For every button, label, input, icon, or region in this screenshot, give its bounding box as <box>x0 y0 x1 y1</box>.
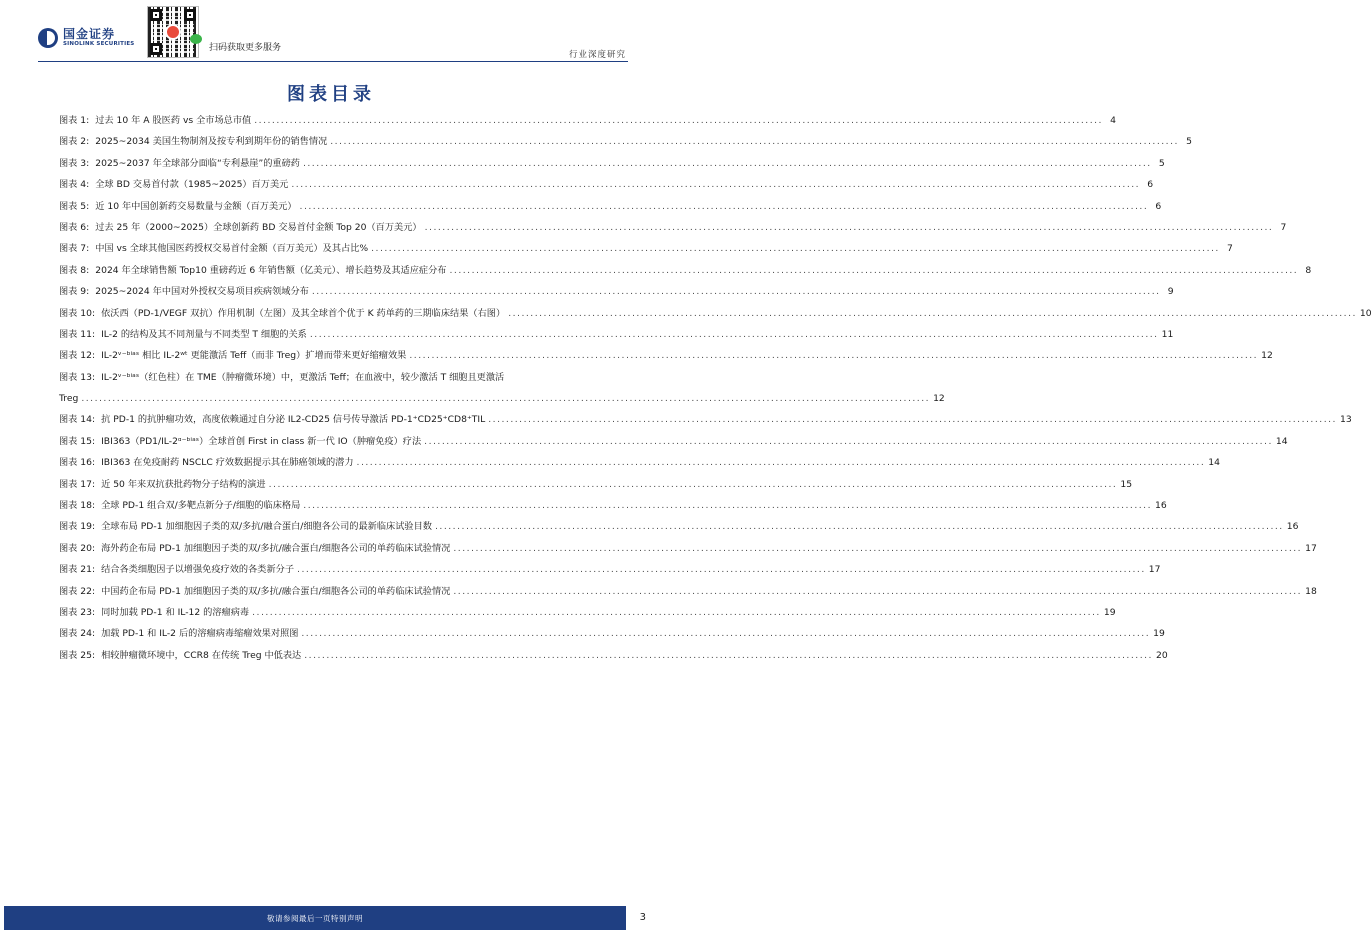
toc-leader-dots <box>312 285 1161 299</box>
toc-entry-page: 17 <box>1148 564 1161 576</box>
toc-entry-label: 图表 13: <box>59 371 96 383</box>
toc-entry-title: 加载 PD-1 和 IL-2 后的溶瘤病毒缩瘤效果对照图 <box>101 628 299 640</box>
toc-entry[interactable] <box>59 307 1372 328</box>
toc-entry-title: 同时加载 PD-1 和 IL-12 的溶瘤病毒 <box>101 607 250 618</box>
toc-entry[interactable] <box>59 157 1165 178</box>
toc-entry-label: 图表 2: <box>59 136 90 148</box>
toc-entry-page: 20 <box>1155 649 1168 661</box>
toc-leader-dots <box>81 392 930 413</box>
toc-entry-page: 6 <box>1147 179 1154 191</box>
toc-entry[interactable] <box>59 606 1116 627</box>
toc-entry-page: 7 <box>1280 221 1287 233</box>
toc-entry-title: 全球 BD 交易首付款（1985~2025）百万美元 <box>95 179 289 191</box>
toc-entry-title: 相较肿瘤微环境中，CCR8 在传统 Treg 中低表达 <box>101 649 302 661</box>
toc-entry-label: 图表 1: <box>59 115 90 126</box>
toc-entry[interactable] <box>59 242 1233 263</box>
page-header <box>0 0 662 62</box>
toc-entry-title-continued: Treg <box>59 393 79 405</box>
toc-entry[interactable] <box>59 221 1287 242</box>
brand-name-cn: 国金证券 <box>63 27 116 42</box>
toc-entry-label: 图表 4: <box>59 179 90 191</box>
toc-entry-title: 过去 25 年（2000~2025）全球创新药 BD 交易首付金额 Top 20（百万美元） <box>95 221 422 233</box>
toc-entry[interactable] <box>59 435 1288 456</box>
toc-entry-label: 图表 22: <box>59 585 96 597</box>
toc-leader-dots <box>303 157 1152 171</box>
toc-entry-label: 图表 25: <box>59 649 96 661</box>
toc-entry[interactable] <box>59 585 1317 606</box>
toc-entry-label: 图表 3: <box>59 157 90 169</box>
toc-entry[interactable] <box>59 200 1162 221</box>
toc-entry-page: 17 <box>1305 542 1317 554</box>
brand-logo <box>38 28 134 48</box>
toc-leader-dots <box>310 328 1159 342</box>
toc-entry-label: 图表 8: <box>59 264 90 276</box>
toc-entry-title: IBI363（PD1/IL-2ᵅ⁻ᵇⁱᵃˢ）全球首创 First in class 新一代 IO（肿瘤免疫）疗法 <box>101 435 422 447</box>
toc-entry-page: 6 <box>1155 200 1162 212</box>
toc-entry-title: IL-2ᵛ⁻ᵇⁱᵃˢ（红色柱）在 TME（肿瘤微环境）中，更激活 Teff；在血液中，较少激活 T 细胞且更激活 <box>101 371 505 383</box>
toc-leader-dots <box>301 627 1150 641</box>
toc-entry-title: 全球 PD-1 组合双/多靶点新分子/细胞的临床格局 <box>101 500 301 512</box>
toc-entry-title: 2025~2034 美国生物制剂及按专利到期年份的销售情况 <box>95 136 328 148</box>
toc-entry-page: 15 <box>1120 478 1133 490</box>
toc-entry-page: 11 <box>1161 328 1174 340</box>
toc-entry-page: 9 <box>1167 286 1174 298</box>
page-number: 3 <box>639 912 646 923</box>
toc-leader-dots <box>453 585 1302 599</box>
brand-name-en: SINOLINK SECURITIES <box>63 41 135 48</box>
toc-entry-label: 图表 16: <box>59 457 96 469</box>
toc-entry[interactable] <box>59 627 1165 648</box>
toc-leader-dots <box>425 221 1274 235</box>
toc-leader-dots <box>371 242 1220 256</box>
toc-leader-dots <box>254 114 1103 128</box>
toc-leader-dots <box>449 264 1298 278</box>
toc-entry-page: 8 <box>1305 264 1312 276</box>
toc-entry-title: IL-2ᵛ⁻ᵇⁱᵃˢ 相比 IL-2ʷᵗ 更能激活 Teff（而非 Treg）扩增而带来更好缩瘤效果 <box>101 350 407 362</box>
toc-entry-page: 4 <box>1110 115 1116 126</box>
toc-leader-dots <box>488 413 1337 427</box>
toc-entry-page: 5 <box>1158 157 1165 169</box>
toc-title: 图表目录 <box>287 84 375 105</box>
qr-code-icon[interactable] <box>147 6 199 58</box>
toc-entry-page: 5 <box>1186 136 1192 148</box>
toc-entry-label: 图表 18: <box>59 500 96 512</box>
toc-entry-label: 图表 7: <box>59 243 90 255</box>
toc-entry-title: 2025~2037 年全球部分面临“专利悬崖”的重磅药 <box>95 157 300 169</box>
toc-entry[interactable] <box>59 563 1161 584</box>
toc-entry-title: 抗 PD-1 的抗肿瘤功效，高度依赖通过自分泌 IL2-CD25 信号传导激活 PD-1⁺CD25⁺CD8⁺TIL <box>101 414 486 426</box>
table-of-figures <box>59 114 1372 670</box>
toc-entry-title: 过去 10 年 A 股医药 vs 全市场总市值 <box>95 115 252 126</box>
toc-entry-label: 图表 17: <box>59 478 96 490</box>
toc-entry-label: 图表 9: <box>59 286 90 298</box>
toc-entry[interactable] <box>59 413 1352 434</box>
toc-leader-dots <box>297 563 1146 577</box>
toc-entry[interactable] <box>59 178 1154 199</box>
toc-entry-page: 12 <box>1261 350 1273 362</box>
toc-entry-page: 14 <box>1208 457 1220 469</box>
toc-entry-label: 图表 24: <box>59 628 96 640</box>
toc-entry-label: 图表 10: <box>59 307 96 319</box>
footer-disclaimer-note: 敬请参阅最后一页特别声明 <box>267 914 363 923</box>
toc-entry-page: 10 <box>1359 307 1372 319</box>
toc-entry-title: 依沃西（PD-1/VEGF 双抗）作用机制（左图）及其全球首个优于 K 药单药的三期临床结果（右图） <box>101 307 506 319</box>
toc-entry-label: 图表 5: <box>59 200 90 212</box>
toc-entry[interactable] <box>59 456 1220 477</box>
toc-entry[interactable] <box>59 371 945 414</box>
toc-entry-label: 图表 20: <box>59 542 96 554</box>
toc-entry-page: 12 <box>933 393 945 405</box>
toc-entry-page: 16 <box>1286 521 1299 533</box>
toc-entry-page: 16 <box>1155 500 1167 512</box>
toc-entry-page: 7 <box>1226 243 1233 255</box>
toc-entry-label: 图表 23: <box>59 607 96 618</box>
toc-entry[interactable] <box>59 328 1174 349</box>
toc-entry-label: 图表 11: <box>59 328 96 340</box>
toc-entry[interactable] <box>59 135 1192 156</box>
toc-entry[interactable] <box>59 114 1116 135</box>
toc-entry-page: 19 <box>1153 628 1165 640</box>
toc-entry[interactable] <box>59 649 1168 670</box>
toc-entry-page: 13 <box>1339 414 1352 426</box>
toc-entry[interactable] <box>59 285 1174 306</box>
header-divider <box>38 61 628 62</box>
toc-entry-title: 海外药企布局 PD-1 加细胞因子类的双/多抗/融合蛋白/细胞各公司的单药临床试验情况 <box>101 542 451 554</box>
toc-entry-title: 中国药企布局 PD-1 加细胞因子类的双/多抗/融合蛋白/细胞各公司的单药临床试验情况 <box>101 585 451 597</box>
toc-entry-page: 14 <box>1275 435 1288 447</box>
toc-entry-title: 结合各类细胞因子以增强免疫疗效的各类新分子 <box>101 564 295 576</box>
toc-leader-dots <box>252 606 1101 620</box>
brand-logo-icon <box>38 28 58 48</box>
toc-entry-title: 2024 年全球销售额 Top10 重磅药近 6 年销售额（亿美元）、增长趋势及其适应症分布 <box>95 264 447 276</box>
toc-entry[interactable] <box>59 499 1167 520</box>
toc-leader-dots <box>303 499 1152 513</box>
toc-leader-dots <box>453 542 1302 556</box>
toc-entry-title: 近 50 年来双抗获批药物分子结构的演进 <box>101 478 266 490</box>
toc-leader-dots <box>291 178 1140 192</box>
toc-leader-dots <box>269 478 1118 492</box>
toc-entry[interactable] <box>59 264 1312 285</box>
report-type: 行业深度研究 <box>568 50 626 60</box>
toc-leader-dots <box>330 135 1179 149</box>
toc-entry-label: 图表 15: <box>59 435 96 447</box>
toc-entry-label: 图表 6: <box>59 221 90 233</box>
toc-entry-title: 2025~2024 年中国对外授权交易项目疾病领域分布 <box>95 286 309 298</box>
toc-entry-label: 图表 14: <box>59 414 96 426</box>
toc-entry-title: 中国 vs 全球其他国医药授权交易首付金额（百万美元）及其占比% <box>95 243 369 255</box>
toc-entry-label: 图表 21: <box>59 564 96 576</box>
toc-leader-dots <box>300 200 1149 214</box>
wechat-icon <box>190 34 202 44</box>
toc-leader-dots <box>435 520 1284 534</box>
toc-leader-dots <box>304 649 1153 663</box>
toc-entry-label: 图表 12: <box>59 350 96 362</box>
toc-entry[interactable] <box>59 478 1133 499</box>
toc-leader-dots <box>357 456 1206 470</box>
toc-leader-dots <box>424 435 1273 449</box>
toc-leader-dots <box>409 349 1258 363</box>
toc-entry-title: IL-2 的结构及其不同剂量与不同类型 T 细胞的关系 <box>101 328 307 340</box>
toc-entry-title: 全球布局 PD-1 加细胞因子类的双/多抗/融合蛋白/细胞各公司的最新临床试验目数 <box>101 521 432 533</box>
toc-entry-title: 近 10 年中国创新药交易数量与金额（百万美元） <box>95 200 297 212</box>
toc-entry[interactable] <box>59 542 1317 563</box>
qr-caption: 扫码获取更多服务 <box>209 43 282 53</box>
toc-leader-dots <box>508 307 1357 321</box>
toc-entry-page: 18 <box>1305 585 1317 597</box>
toc-entry-title: IBI363 在免疫耐药 NSCLC 疗效数据提示其在肺癌领域的潜力 <box>101 457 354 469</box>
toc-entry-label: 图表 19: <box>59 521 96 533</box>
toc-entry-page: 19 <box>1103 607 1116 618</box>
toc-entry[interactable] <box>59 520 1299 541</box>
toc-entry[interactable] <box>59 349 1273 370</box>
